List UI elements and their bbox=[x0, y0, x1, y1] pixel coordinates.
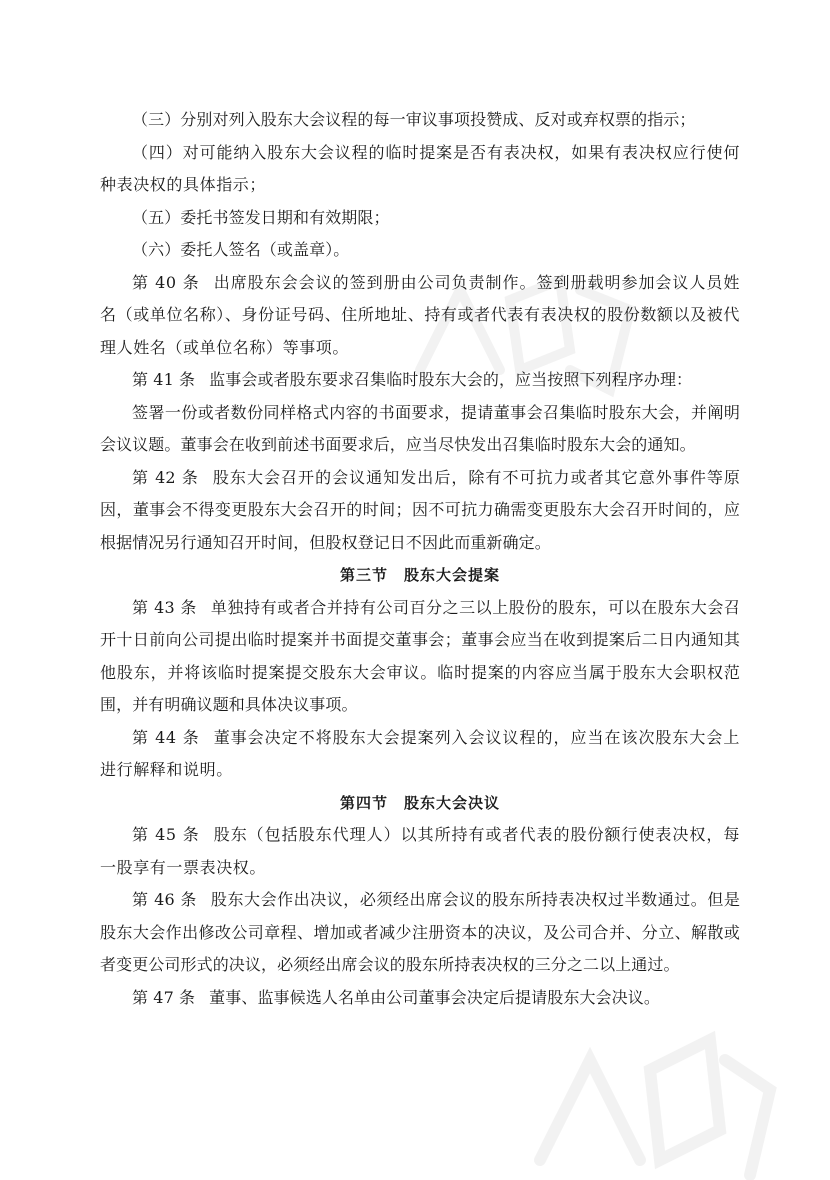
article-number: 第 41 条 bbox=[132, 370, 196, 389]
article-text: 股东大会作出决议，必须经出席会议的股东所持表决权过半数通过。但是股东大会作出修改公司章程、增加或者减少注册资本的决议，及公司合并、分立、解散或者变更公司形式的决议，必须经出席会议的股东所持表决权的三分之二以上通过。 bbox=[100, 890, 740, 974]
article-41-procedure: 签署一份或者数份同样格式内容的书面要求，提请董事会召集临时股东大会，并阐明会议议题。董事会在收到前述书面要求后，应当尽快发出召集临时股东大会的通知。 bbox=[100, 402, 740, 454]
article-number: 第 43 条 bbox=[132, 597, 197, 617]
article-number: 第 45 条 bbox=[132, 825, 200, 844]
article-41 bbox=[100, 364, 740, 397]
clause-item-4: （四）对可能纳入股东大会议程的临时提案是否有表决权，如果有表决权应行使何种表决权的具体指示； bbox=[100, 142, 740, 194]
article-text: 监事会或者股东要求召集临时股东大会的，应当按照下列程序办理： bbox=[209, 370, 693, 389]
article-text: 出席股东会会议的签到册由公司负责制作。签到册载明参加会议人员姓名（或单位名称）、身份证号码、住所地址、持有或者代表有表决权的股份数额以及被代理人姓名（或单位名称）等事项。 bbox=[100, 272, 740, 357]
article-number: 第 44 条 bbox=[132, 727, 200, 747]
clause-item-6: （六）委托人签名（或盖章）。 bbox=[132, 240, 350, 259]
article-47 bbox=[100, 982, 740, 1015]
article-40 bbox=[100, 267, 740, 365]
article-43 bbox=[100, 592, 740, 722]
article-number: 第 47 条 bbox=[132, 987, 196, 1007]
article-46 bbox=[100, 884, 740, 982]
article-number: 第 40 条 bbox=[132, 272, 200, 292]
section-heading-4: 第四节 股东大会决议 bbox=[339, 793, 500, 812]
article-text: 股东大会召开的会议通知发出后，除有不可抗力或者其它意外事件等原因，董事会不得变更股东大会召开的时间；因不可抗力确需变更股东大会召开时间的，应根据情况另行通知召开时间，但股权登记日不因此而重新确定。 bbox=[100, 467, 740, 552]
section-heading-3: 第三节 股东大会提案 bbox=[339, 566, 500, 584]
article-text: 股东（包括股东代理人）以其所持有或者代表的股份额行使表决权，每一股享有一票表决权。 bbox=[100, 825, 740, 877]
article-45 bbox=[100, 819, 740, 884]
clause-item-5: （五）委托书签发日期和有效期限； bbox=[132, 207, 390, 227]
watermark-stamp-icon bbox=[520, 1010, 780, 1180]
article-42 bbox=[100, 462, 740, 560]
article-44 bbox=[100, 722, 740, 787]
clause-item-3: （三）分别对列入股东大会议程的每一审议事项投赞成、反对或弃权票的指示； bbox=[132, 110, 696, 129]
document-body bbox=[100, 104, 740, 1014]
article-text: 董事、监事候选人名单由公司董事会决定后提请股东大会决议。 bbox=[209, 987, 660, 1007]
article-number: 第 46 条 bbox=[132, 890, 197, 909]
article-number: 第 42 条 bbox=[132, 467, 199, 487]
article-text: 董事会决定不将股东大会提案列入会议议程的，应当在该次股东大会上进行解释和说明。 bbox=[100, 727, 740, 779]
article-text: 单独持有或者合并持有公司百分之三以上股份的股东，可以在股东大会召开十日前向公司提出临时提案并书面提交董事会；董事会应当在收到提案后二日内通知其他股东，并将该临时提案提交股东大会审议。临时提案的内容应当属于股东大会职权范围，并有明确议题和具体决议事项。 bbox=[100, 597, 740, 714]
